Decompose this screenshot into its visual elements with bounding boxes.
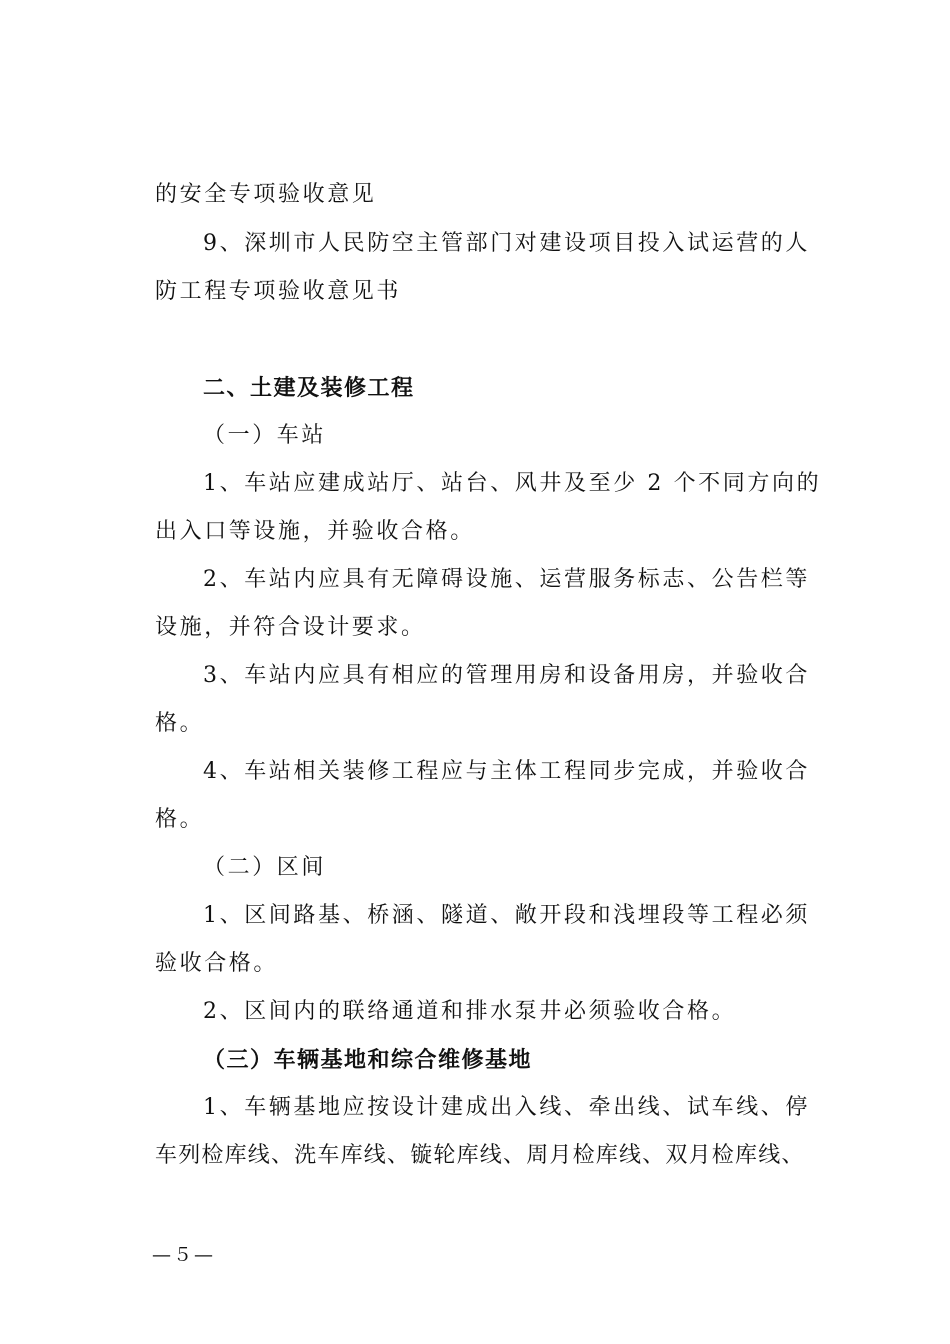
list-item-station-3: 3、车站内应具有相应的管理用房和设备用房，并验收合 [203, 663, 810, 688]
list-item-station-1-continuation: 出入口等设施，并验收合格。 [155, 519, 475, 544]
list-item-station-2: 2、车站内应具有无障碍设施、运营服务标志、公告栏等 [203, 567, 810, 592]
list-item-depot-1-continuation: 车列检库线、洗车库线、镟轮库线、周月检库线、双月检库线、 [155, 1143, 805, 1168]
subsection-heading-depot: （三）车辆基地和综合维修基地 [203, 1047, 533, 1073]
list-item-interval-2: 2、区间内的联络通道和排水泵井必须验收合格。 [203, 999, 737, 1024]
paragraph-continuation: 的安全专项验收意见 [155, 182, 377, 207]
section-heading: 二、土建及装修工程 [203, 375, 415, 401]
page-number: —５— [152, 1244, 216, 1266]
list-item-depot-1: 1、车辆基地应按设计建成出入线、牵出线、试车线、停 [203, 1095, 810, 1120]
list-item-interval-1-continuation: 验收合格。 [155, 951, 279, 976]
list-item-station-2-continuation: 设施，并符合设计要求。 [155, 615, 426, 640]
list-item-9-continuation: 防工程专项验收意见书 [155, 279, 402, 304]
list-item-9: 9、深圳市人民防空主管部门对建设项目投入试运营的人 [203, 231, 810, 256]
list-item-station-1: 1、车站应建成站厅、站台、风井及至少 2 个不同方向的 [203, 471, 822, 496]
list-item-station-4: 4、车站相关装修工程应与主体工程同步完成，并验收合 [203, 759, 810, 784]
subsection-heading-station: （一）车站 [203, 423, 327, 448]
list-item-interval-1: 1、区间路基、桥涵、隧道、敞开段和浅埋段等工程必须 [203, 903, 810, 928]
subsection-heading-interval: （二）区间 [203, 855, 327, 880]
list-item-station-4-continuation: 格。 [155, 807, 205, 832]
list-item-station-3-continuation: 格。 [155, 711, 205, 736]
